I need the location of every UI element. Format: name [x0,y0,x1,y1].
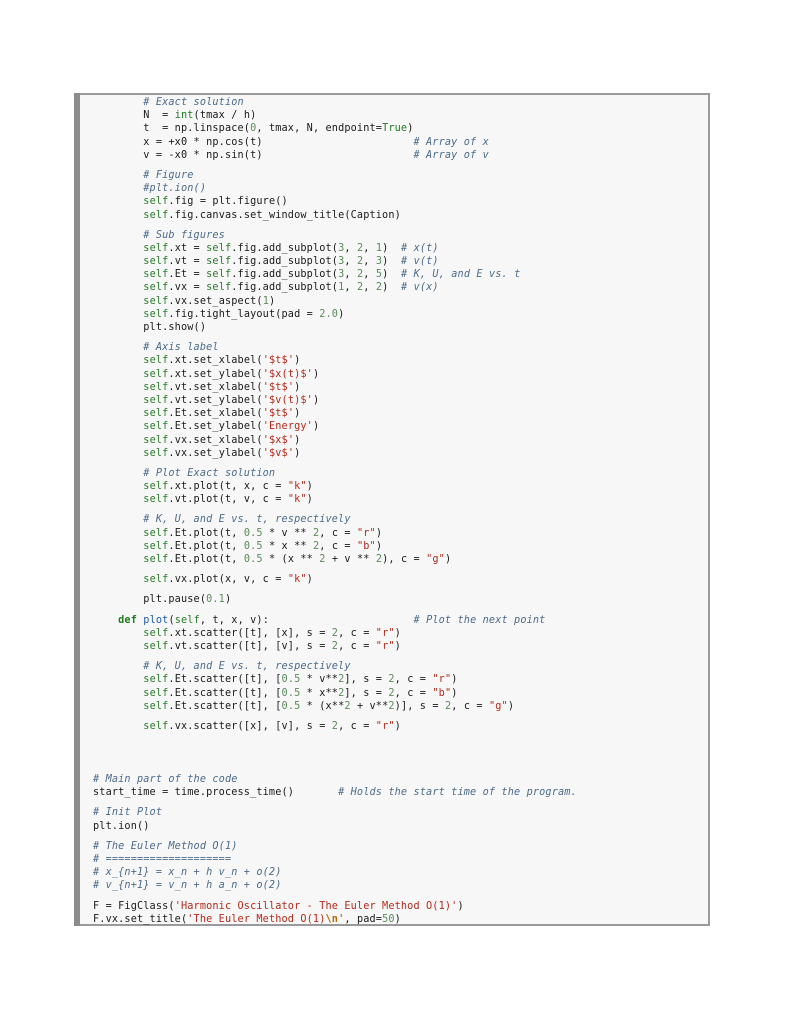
code-line: F.vx.set_title('The Euler Method O(1)\n', pad=50) [93,913,401,925]
code-line: plt.show() [93,322,207,333]
code-comment-line: # K, U, and E vs. t, respectively [93,514,351,526]
code-blank-gap [93,566,703,573]
code-line: self.vx.set_aspect(1) [143,295,276,307]
code-line: self.vt.set_ylabel('$v(t)$') [143,394,320,406]
code-line: self.vt.scatter([t], [v], s = 2, c = "r") [143,640,401,652]
code-blank-gap [93,653,703,660]
code-line: self.xt.set_ylabel('$x(t)$') [143,368,320,380]
code-blank-gap [93,713,703,720]
code-comment-line: # Plot Exact solution [93,467,276,479]
code-blank-gap [93,334,703,341]
code-line: self.vx = self.fig.add_subplot(1, 2, 2) # v(x) [143,282,439,294]
code-blank-gap [93,222,703,229]
code-comment-line: # K, U, and E vs. t, respectively [93,661,351,673]
code-comment-line: # Figure [93,169,194,181]
code-line: v = -x0 * np.sin(t) # Array of v [93,149,489,161]
code-comment-line: # Exact solution [93,97,244,108]
code-listing [93,96,703,926]
code-line: N = int(tmax / h) [93,110,257,122]
code-blank-gap [93,833,703,840]
code-line: plt.pause(0.1) [93,594,232,606]
code-line: self.Et.plot(t, 0.5 * (x ** 2 + v ** 2), c = "g") [143,554,452,565]
code-line: self.fig = plt.figure() [143,196,288,208]
code-line: self.xt = self.fig.add_subplot(3, 2, 1) # x(t) [143,242,439,254]
code-line: start_time = time.process_time() # Holds the start time of the program. [93,787,577,799]
code-listing-left-bar [74,93,80,926]
code-line: self.Et.set_xlabel('$t$') [143,408,301,420]
code-comment-line: # Main part of the code [93,774,238,786]
code-line: self.fig.tight_layout(pad = 2.0) [143,308,345,320]
code-line: self.xt.scatter([t], [x], s = 2, c = "r") [143,627,401,639]
code-blank-gap [93,586,703,593]
code-line: t = np.linspace(0, tmax, N, endpoint=True) [93,123,414,135]
code-blank-gap [93,607,703,614]
code-blank-gap [93,799,703,806]
code-line: self.Et.scatter([t], [0.5 * v**2], s = 2, c = "r") [143,674,458,686]
code-blank-gap [93,506,703,513]
code-line: self.Et.set_ylabel('Energy') [143,421,320,433]
code-line: self.vt = self.fig.add_subplot(3, 2, 3) # v(t) [143,256,439,268]
code-line: self.vt.set_xlabel('$t$') [143,381,301,393]
code-line: x = +x0 * np.cos(t) # Array of x [93,136,489,148]
code-line: self.xt.plot(t, x, c = "k") [143,481,313,493]
code-line: self.vx.set_xlabel('$x$') [143,434,301,446]
code-line: self.fig.canvas.set_window_title(Caption) [143,209,401,221]
code-line: self.Et.plot(t, 0.5 * x ** 2, c = "b") [143,540,383,552]
code-comment-line: # x_{n+1} = x_n + h v_n + o(2) [93,867,282,879]
code-comment-line: # The Euler Method O(1) [93,840,238,852]
code-comment-line: # v_{n+1} = v_n + h a_n + o(2) [93,880,282,892]
code-line: plt.ion() [93,820,150,832]
code-line: self.vx.scatter([x], [v], s = 2, c = "r") [143,720,401,732]
code-comment-line: #plt.ion() [93,183,207,195]
code-blank-gap [93,733,703,753]
code-blank-gap [93,893,703,900]
code-comment-line: # Sub figures [93,229,225,241]
code-blank-gap [93,162,703,169]
code-line: self.vt.plot(t, v, c = "k") [143,494,313,506]
code-blank-gap [93,460,703,467]
code-blank-gap [93,753,703,773]
code-line: self.Et.plot(t, 0.5 * v ** 2, c = "r") [143,527,383,539]
code-line: F = FigClass('Harmonic Oscillator - The Euler Method O(1)') [93,900,464,912]
code-line: self.Et = self.fig.add_subplot(3, 2, 5) # K, U, and E vs. t [143,269,521,281]
code-comment-line: # Axis label [93,342,219,354]
code-comment-line: # ==================== [93,854,232,865]
code-line: self.xt.set_xlabel('$t$') [143,355,301,367]
code-line: self.Et.scatter([t], [0.5 * x**2], s = 2, c = "b") [143,687,458,699]
code-line: self.vx.plot(x, v, c = "k") [143,574,313,586]
code-comment-line: # Init Plot [93,807,163,819]
code-line: self.Et.scatter([t], [0.5 * (x**2 + v**2)], s = 2, c = "g") [143,700,515,712]
code-line: def plot(self, t, x, v): # Plot the next point [118,614,546,626]
code-line: self.vx.set_ylabel('$v$') [143,447,301,459]
